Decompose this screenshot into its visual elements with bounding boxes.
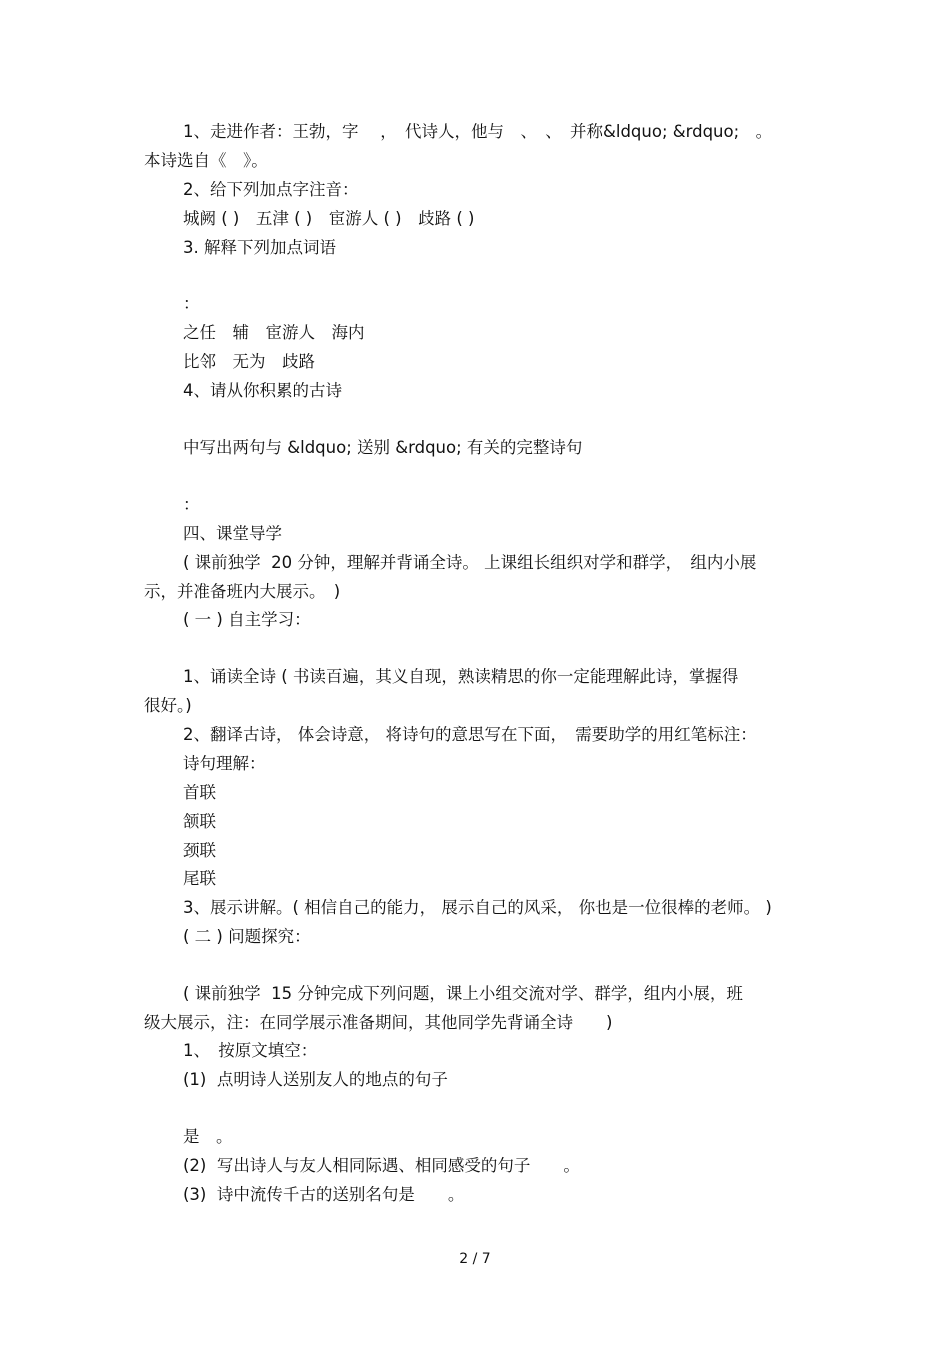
section-heading: 四、课堂导学 <box>183 524 282 543</box>
text-line: (1) 点明诗人送别友人的地点的句子 <box>183 1070 448 1089</box>
text-line: 2、翻译古诗， 体会诗意， 将诗句的意思写在下面， 需要助学的用红笔标注： <box>183 725 757 744</box>
text-line: 城阙 ( ) 五津 ( ) 宦游人 ( ) 歧路 ( ) <box>183 209 475 228</box>
text-line: 中写出两句与 &ldquo; 送别 &rdquo; 有关的完整诗句 <box>183 438 583 457</box>
text-line: 尾联 <box>183 869 216 888</box>
text-line: 1、诵读全诗 ( 书读百遍，其义自现，熟读精思的你一定能理解此诗，掌握得 <box>183 667 739 686</box>
page-number: 2 / 7 <box>459 1251 491 1267</box>
text-line: 之任 辅 宦游人 海内 <box>183 323 365 342</box>
text-line: ： <box>183 495 200 514</box>
text-line: 诗句理解： <box>183 754 266 773</box>
text-line: 示，并准备班内大展示。 ) <box>144 582 341 601</box>
text-line: 本诗选自《 》。 <box>144 151 268 170</box>
text-line: 4、请从你积累的古诗 <box>183 381 342 400</box>
text-line: 很好。) <box>144 696 192 715</box>
text-line: 1、走进作者：王勃，字 ， 代诗人，他与 、 、 并称&ldquo; &rdquo; 。 <box>183 122 773 141</box>
text-line: 首联 <box>183 783 216 802</box>
text-line: ： <box>183 294 200 313</box>
text-line: 3、展示讲解。( 相信自己的能力， 展示自己的风采， 你也是一位很棒的老师。 ) <box>183 898 772 917</box>
subsection-heading: ( 二 ) 问题探究： <box>183 927 311 946</box>
text-line: 颈联 <box>183 841 216 860</box>
subsection-heading: ( 一 ) 自主学习： <box>183 610 311 629</box>
text-line: (2) 写出诗人与友人相同际遇、相同感受的句子 。 <box>183 1156 580 1175</box>
text-line: ( 课前独学 15 分钟完成下列问题，课上小组交流对学、群学，组内小展，班 <box>183 984 743 1003</box>
text-line: (3) 诗中流传千古的送别名句是 。 <box>183 1185 465 1204</box>
text-line: ( 课前独学 20 分钟，理解并背诵全诗。 上课组长组织对学和群学， 组内小展 <box>183 553 757 572</box>
text-line: 3. 解释下列加点词语 <box>183 238 336 257</box>
text-line: 2、给下列加点字注音： <box>183 180 359 199</box>
text-line: 颔联 <box>183 812 216 831</box>
text-line: 比邻 无为 歧路 <box>183 352 315 371</box>
text-line: 是 。 <box>183 1127 233 1146</box>
text-line: 级大展示，注：在同学展示准备期间，其他同学先背诵全诗 ) <box>144 1013 613 1032</box>
text-line: 1、 按原文填空： <box>183 1041 318 1060</box>
